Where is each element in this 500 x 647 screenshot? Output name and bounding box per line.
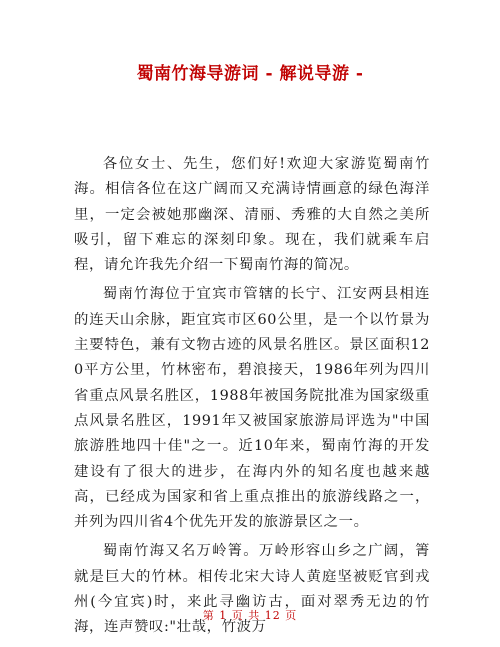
- paragraph-3: 蜀南竹海又名万岭箐。万岭形容山乡之广阔，箐就是巨大的竹林。相传北宋大诗人黄庭坚被贬官到戎州(今宜宾)时，来此寻幽访古，面对翠秀无边的竹海，连声赞叹:"壮哉，竹波万: [74, 543, 430, 636]
- paragraph-2: 蜀南竹海位于宜宾市管辖的长宁、江安两县相连的连天山余脉，距宜宾市区60公里，是一个以竹景为主要特色，兼有文物古迹的风景名胜区。景区面积120平方公里，竹林密布，碧浪接天，1986年列为四川省重点风景名胜区，1988年被国务院批准为国家级重点风景名胜区，1991年又被国家旅游局评选为"中国旅游胜地四十佳"之一。近10年来，蜀南竹海的开发建设有了很大的进步，在海内外的知名度也越来越高，已经成为国家和省上重点推出的旅游线路之一，并列为四川省4个优先开发的旅游景区之一。: [74, 286, 430, 531]
- document-body: [74, 152, 430, 641]
- page-number-footer: 第 1 页 共 12 页: [202, 609, 298, 622]
- paragraph-1: 各位女士、先生，您们好!欢迎大家游览蜀南竹海。相信各位在这广阔而又充满诗情画意的绿色海洋里，一定会被她那幽深、清丽、秀雅的大自然之美所吸引，留下难忘的深刻印象。现在，我们就乘车启程，请允许我先介绍一下蜀南竹海的简况。: [74, 156, 430, 274]
- document-title: 蜀南竹海导游词 - 解说导游 -: [136, 64, 364, 84]
